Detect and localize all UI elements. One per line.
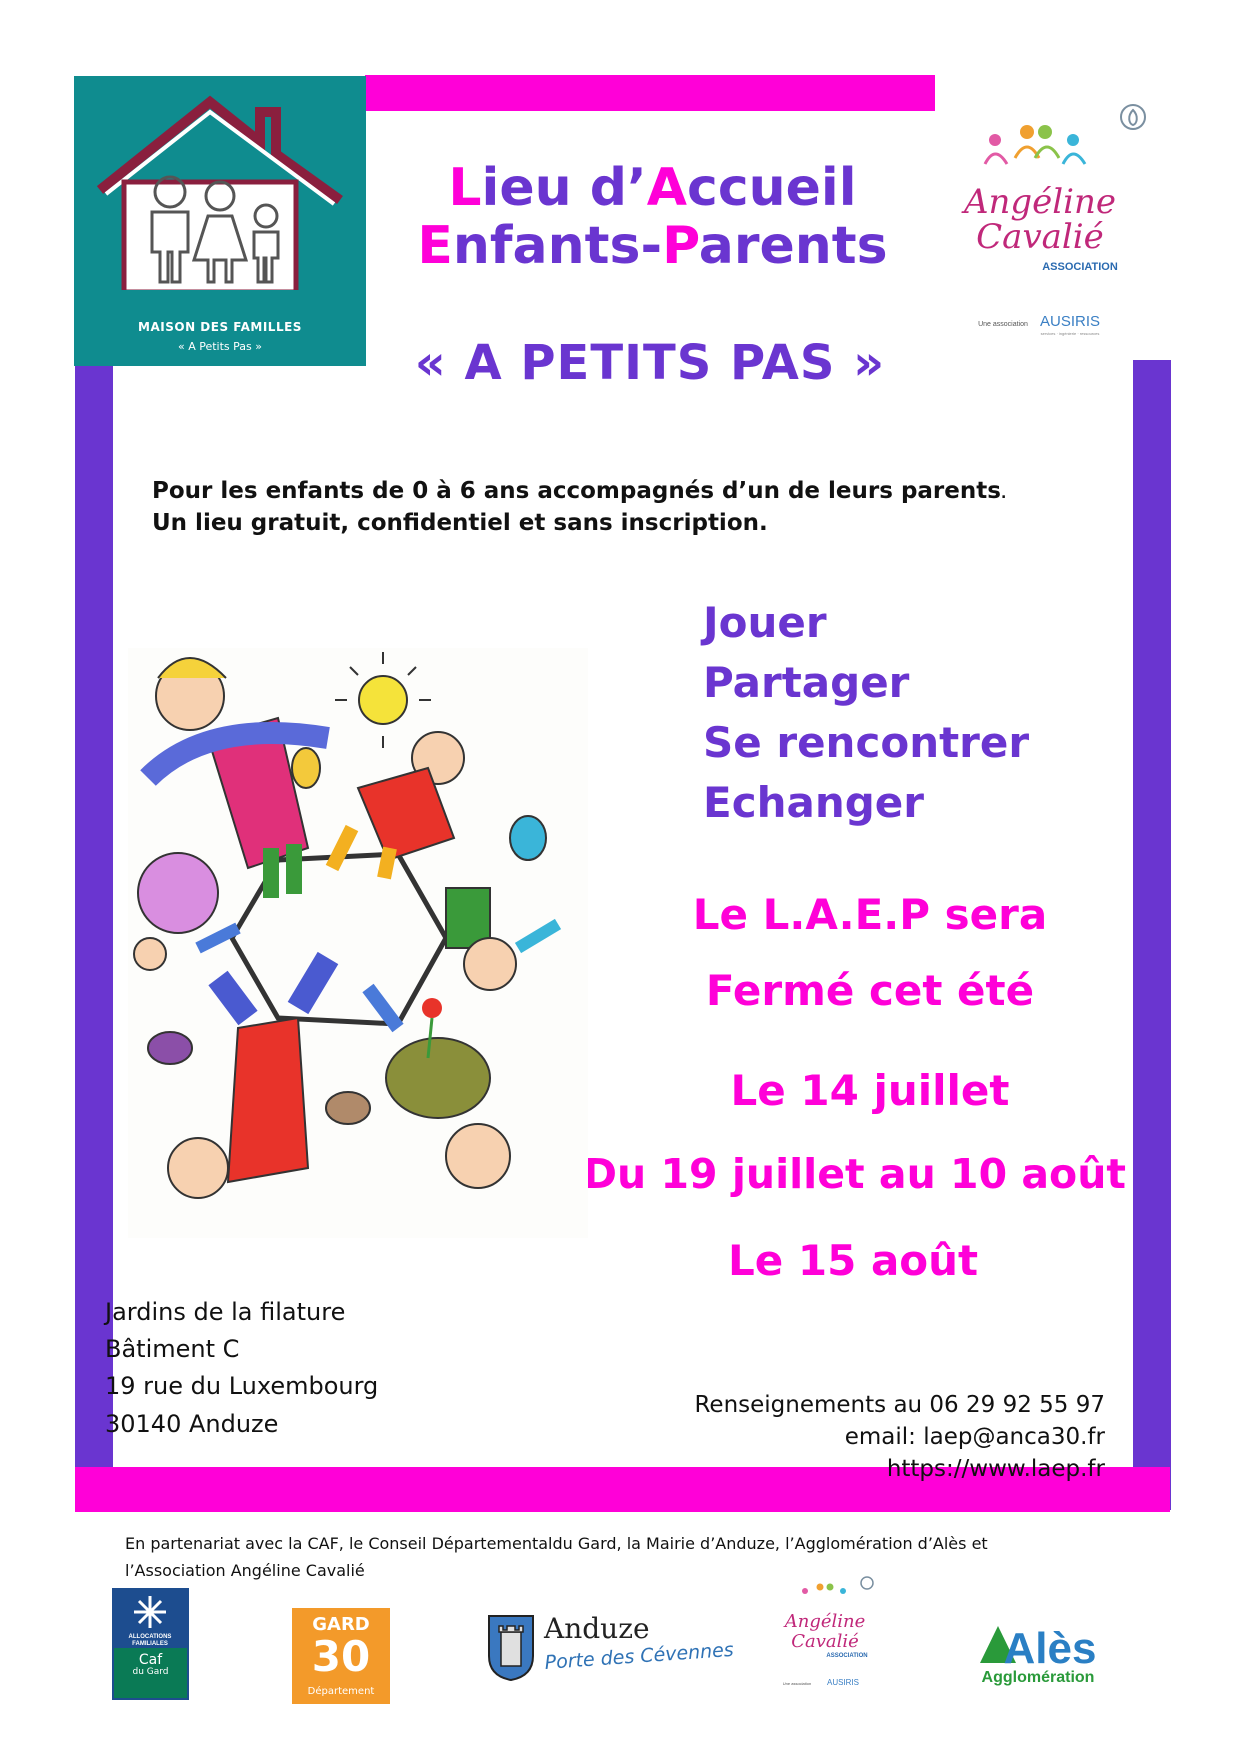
closure-date: Du 19 juillet au 10 août xyxy=(583,1150,1126,1198)
small-logo-prefix: Une association xyxy=(782,1681,812,1686)
small-logo-line-2: Cavalié xyxy=(791,1631,859,1652)
contact-email[interactable]: email: laep@anca30.fr xyxy=(844,1424,1105,1450)
caf-line-1: ALLOCATIONS xyxy=(128,1634,172,1640)
caf-logo xyxy=(112,1588,189,1700)
closure-date: Le 15 août xyxy=(728,1236,979,1285)
gard-logo xyxy=(292,1608,390,1704)
logo-subtitle: « A Petits Pas » xyxy=(177,340,262,353)
ales-label: Agglomération xyxy=(981,1669,1095,1686)
activity-item: Jouer xyxy=(703,598,827,647)
small-logo-line-1: Angéline xyxy=(784,1611,866,1632)
anduze-tagline: Porte des Cévennes xyxy=(544,1638,735,1674)
logo-tagline: services · ingénierie · ressources xyxy=(1040,331,1100,336)
address-line: Bâtiment C xyxy=(105,1335,240,1363)
children-drawing-image xyxy=(128,648,588,1238)
title-line-1: Lieu d’Accueil xyxy=(448,158,857,218)
snowflake-icon xyxy=(114,1590,187,1648)
closure-line-2: Fermé cet été xyxy=(705,966,1035,1015)
angeline-cavalie-logo xyxy=(945,98,1135,338)
ales-agglomeration-logo xyxy=(970,1618,1105,1688)
caf-emblem xyxy=(114,1590,187,1648)
closure-line-1: Le L.A.E.P sera xyxy=(692,890,1048,939)
ales-name: Alès xyxy=(1003,1624,1097,1673)
address-line: 19 rue du Luxembourg xyxy=(105,1372,379,1400)
logo-line-2: Cavalié xyxy=(976,217,1104,257)
small-logo-label: ASSOCIATION xyxy=(826,1653,868,1659)
logo-line-1: Angéline xyxy=(963,182,1117,222)
logo-label: ASSOCIATION xyxy=(1042,261,1118,273)
gard-number: 30 xyxy=(311,1632,371,1681)
caf-line-3: Caf xyxy=(138,1652,163,1668)
maison-des-familles-logo xyxy=(74,76,366,366)
house-family-icon xyxy=(90,90,352,290)
caf-label xyxy=(114,1648,187,1698)
top-magenta-bar xyxy=(365,75,935,111)
address-line: 30140 Anduze xyxy=(105,1410,279,1438)
anduze-name: Anduze xyxy=(544,1612,650,1645)
activity-item: Echanger xyxy=(703,778,924,827)
angeline-cavalie-small-logo xyxy=(775,1575,880,1695)
title-name: « A PETITS PAS » xyxy=(414,335,886,391)
closure-date: Le 14 juillet xyxy=(730,1066,1010,1115)
activity-item: Partager xyxy=(703,658,910,707)
caf-line-4: du Gard xyxy=(132,1667,169,1677)
logo-prefix: Une association xyxy=(978,321,1028,328)
gard-label: Département xyxy=(307,1686,375,1697)
logo-name: MAISON DES FAMILLES xyxy=(138,320,302,334)
gard-name: GARD xyxy=(312,1614,370,1635)
activity-item: Se rencontrer xyxy=(703,718,1030,767)
partners-line-2: l’Association Angéline Cavalié xyxy=(125,1561,365,1580)
intro-line-2: Un lieu gratuit, confidentiel et sans inscription. xyxy=(152,510,768,536)
caf-line-2: FAMILIALES xyxy=(132,1641,168,1647)
contact-phone: Renseignements au 06 29 92 55 97 xyxy=(694,1392,1105,1418)
address-line: Jardins de la filature xyxy=(105,1298,346,1326)
anduze-crest-icon xyxy=(487,1614,535,1682)
right-purple-bar xyxy=(1133,360,1171,1510)
title-line-2: Enfants-Parents xyxy=(417,216,888,276)
logo-brand: AUSIRIS xyxy=(1039,313,1101,330)
small-logo-brand: AUSIRIS xyxy=(826,1678,860,1687)
partners-line-1: En partenariat avec la CAF, le Conseil Départementaldu Gard, la Mairie d’Anduze, l’Agglomération d’Alès et xyxy=(125,1534,988,1553)
contact-website[interactable]: https://www.laep.fr xyxy=(886,1456,1105,1482)
intro-line-1: Pour les enfants de 0 à 6 ans accompagnés d’un de leurs parents. xyxy=(152,478,1007,504)
